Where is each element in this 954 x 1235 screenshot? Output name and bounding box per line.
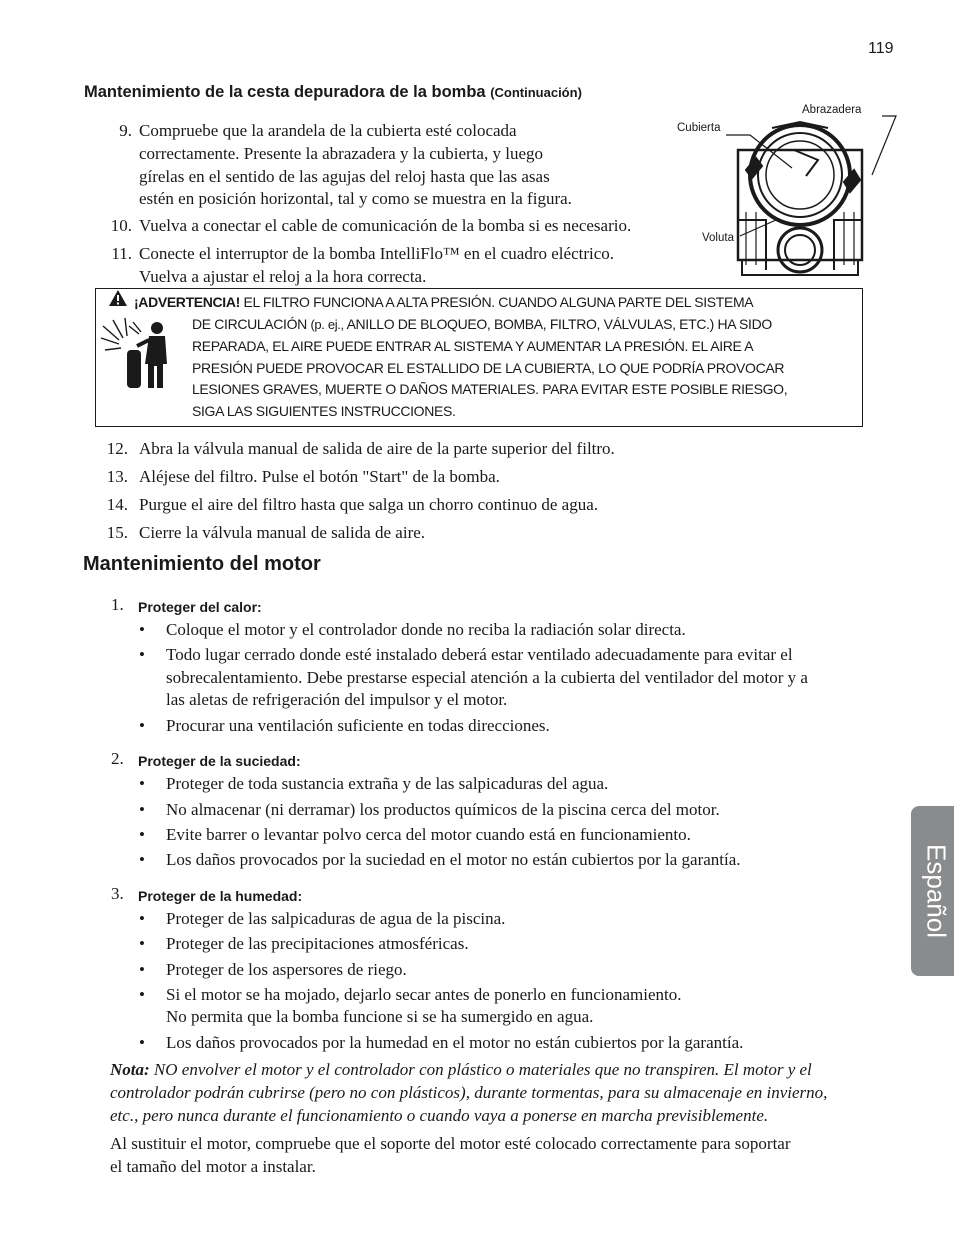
bullet-icon: • xyxy=(139,620,145,639)
label-cover: Cubierta xyxy=(677,122,721,134)
section-title-text: Mantenimiento de la cesta depuradora de la bomba xyxy=(84,83,486,101)
warning-label: ¡ADVERTENCIA! xyxy=(134,294,240,310)
bullet-text: Todo lugar cerrado donde esté instalado deberá estar ventilado adecuadamente para evitar el xyxy=(166,645,793,664)
bullet-icon: • xyxy=(139,716,145,735)
note-line xyxy=(110,1058,880,1081)
step-number: 9. xyxy=(119,121,132,140)
closing-line: Al sustituir el motor, compruebe que el soporte del motor esté colocado correctamente para soportar xyxy=(110,1134,791,1153)
step-line: Conecte el interruptor de la bomba IntelliFlo™ en el cuadro eléctrico. xyxy=(139,244,615,263)
bullet-icon: • xyxy=(139,909,145,928)
warning-line-3: REPARADA, EL AIRE PUEDE ENTRAR AL SISTEMA Y AUMENTAR LA PRESIÓN. EL AIRE A xyxy=(192,338,754,354)
note-label: Nota: xyxy=(110,1060,150,1079)
bullet-icon: • xyxy=(139,850,145,869)
bullet-icon: • xyxy=(139,645,145,664)
bullet-text: Proteger de los aspersores de riego. xyxy=(166,960,407,979)
warning-line-5: LESIONES GRAVES, MUERTE O DAÑOS MATERIALES. PARA EVITAR ESTE POSIBLE RIESGO, xyxy=(192,381,788,397)
label-volute: Voluta xyxy=(702,232,734,244)
bullet-icon: • xyxy=(139,985,145,1004)
step-line: Purgue el aire del filtro hasta que salga un chorro continuo de agua. xyxy=(139,495,599,514)
step-line: gírelas en el sentido de las agujas del reloj hasta que las asas xyxy=(139,167,550,186)
group-heading: Proteger de la suciedad: xyxy=(138,753,301,769)
step-number: 15. xyxy=(106,523,128,542)
step-line: Abra la válvula manual de salida de aire de la parte superior del filtro. xyxy=(139,439,615,458)
exploding-filter-icon xyxy=(99,316,179,395)
language-tab xyxy=(911,806,954,976)
closing-paragraph xyxy=(110,1132,890,1178)
bullet-text: Evite barrer o levantar polvo cerca del motor cuando está en funcionamiento. xyxy=(166,825,691,844)
warning-line-1 xyxy=(134,294,753,310)
step-number: 11. xyxy=(111,244,132,263)
step-line: Aléjese del filtro. Pulse el botón "Start" de la bomba. xyxy=(139,467,500,486)
step-number: 10. xyxy=(110,216,132,235)
note-paragraph xyxy=(110,1058,880,1127)
bullet-text: Si el motor se ha mojado, dejarlo secar antes de ponerlo en funcionamiento. xyxy=(166,985,682,1004)
bullet-icon: • xyxy=(139,934,145,953)
step-number: 13. xyxy=(106,467,128,486)
warning-line-6: SIGA LAS SIGUIENTES INSTRUCCIONES. xyxy=(192,403,456,419)
warning-line-2 xyxy=(192,316,772,332)
group-number: 2. xyxy=(111,749,124,768)
bullet-text: No almacenar (ni derramar) los productos químicos de la piscina cerca del motor. xyxy=(166,800,720,819)
bullet-text: sobrecalentamiento. Debe prestarse especial atención a la cubierta del ventilador del motor y a xyxy=(166,668,808,687)
group-heading: Proteger del calor: xyxy=(138,599,262,615)
note-line: etc., pero nunca durante el funcionamiento o cuando vaya a ponerse en marcha previsiblemente. xyxy=(110,1106,769,1125)
bullet-text: Procurar una ventilación suficiente en todas direcciones. xyxy=(166,716,550,735)
section-title-suffix: (Continuación) xyxy=(490,85,582,100)
section-title-pump-basket xyxy=(84,83,582,102)
step-line: Compruebe que la arandela de la cubierta esté colocada xyxy=(139,121,517,140)
warning-triangle-icon xyxy=(108,289,128,312)
bullet-icon: • xyxy=(139,774,145,793)
bullet-icon: • xyxy=(139,960,145,979)
warning-line-4: PRESIÓN PUEDE PROVOCAR EL ESTALLIDO DE LA CUBIERTA, LO QUE PODRÍA PROVOCAR xyxy=(192,360,785,376)
bullet-text: Proteger de las salpicaduras de agua de la piscina. xyxy=(166,909,506,928)
step-line: estén en posición horizontal, tal y como se muestra en la figura. xyxy=(139,189,572,208)
warning-text: (p. ej., xyxy=(310,317,344,332)
step-number: 14. xyxy=(106,495,128,514)
bullet-icon: • xyxy=(139,1033,145,1052)
warning-text: DE CIRCULACIÓN xyxy=(192,316,307,332)
bullet-text: Proteger de las precipitaciones atmosféricas. xyxy=(166,934,469,953)
step-line: Vuelva a conectar el cable de comunicación de la bomba si es necesario. xyxy=(139,216,632,235)
bullet-text: Coloque el motor y el controlador donde no reciba la radiación solar directa. xyxy=(166,620,686,639)
bullet-text: Los daños provocados por la suciedad en el motor no están cubiertos por la garantía. xyxy=(166,850,741,869)
group-number: 3. xyxy=(111,884,124,903)
warning-text: EL FILTRO FUNCIONA A ALTA PRESIÓN. CUANDO ALGUNA PARTE DEL SISTEMA xyxy=(243,294,754,310)
section-title-motor: Mantenimiento del motor xyxy=(83,553,321,575)
step-number: 12. xyxy=(106,439,128,458)
step-line: Vuelva a ajustar el reloj a la hora correcta. xyxy=(139,267,427,286)
step-line: correctamente. Presente la abrazadera y la cubierta, y luego xyxy=(139,144,543,163)
group-heading: Proteger de la humedad: xyxy=(138,888,303,904)
bullet-icon: • xyxy=(139,825,145,844)
step-line: Cierre la válvula manual de salida de aire. xyxy=(139,523,426,542)
closing-line: el tamaño del motor a instalar. xyxy=(110,1157,316,1176)
bullet-icon: • xyxy=(139,800,145,819)
bullet-text: las aletas de refrigeración del impulsor y el motor. xyxy=(166,690,508,709)
label-clamp: Abrazadera xyxy=(802,104,862,116)
note-text: NO envolver el motor y el controlador con plástico o materiales que no transpiren. El motor y el xyxy=(149,1060,812,1079)
group-number: 1. xyxy=(111,595,124,614)
bullet-text: Proteger de toda sustancia extraña y de las salpicaduras del agua. xyxy=(166,774,609,793)
note-line: controlador podrán cubrirse (pero no con plásticos), durante tormentas, para su almacenaje en invierno, xyxy=(110,1083,828,1102)
language-tab-label: Español xyxy=(921,844,952,938)
bullet-text: No permita que la bomba funcione si se ha sumergido en agua. xyxy=(166,1007,594,1026)
page-number: 119 xyxy=(868,40,894,57)
bullet-text: Los daños provocados por la humedad en el motor no están cubiertos por la garantía. xyxy=(166,1033,744,1052)
warning-text: ANILLO DE BLOQUEO, BOMBA, FILTRO, VÁLVULAS, ETC.) HA SIDO xyxy=(346,316,772,332)
